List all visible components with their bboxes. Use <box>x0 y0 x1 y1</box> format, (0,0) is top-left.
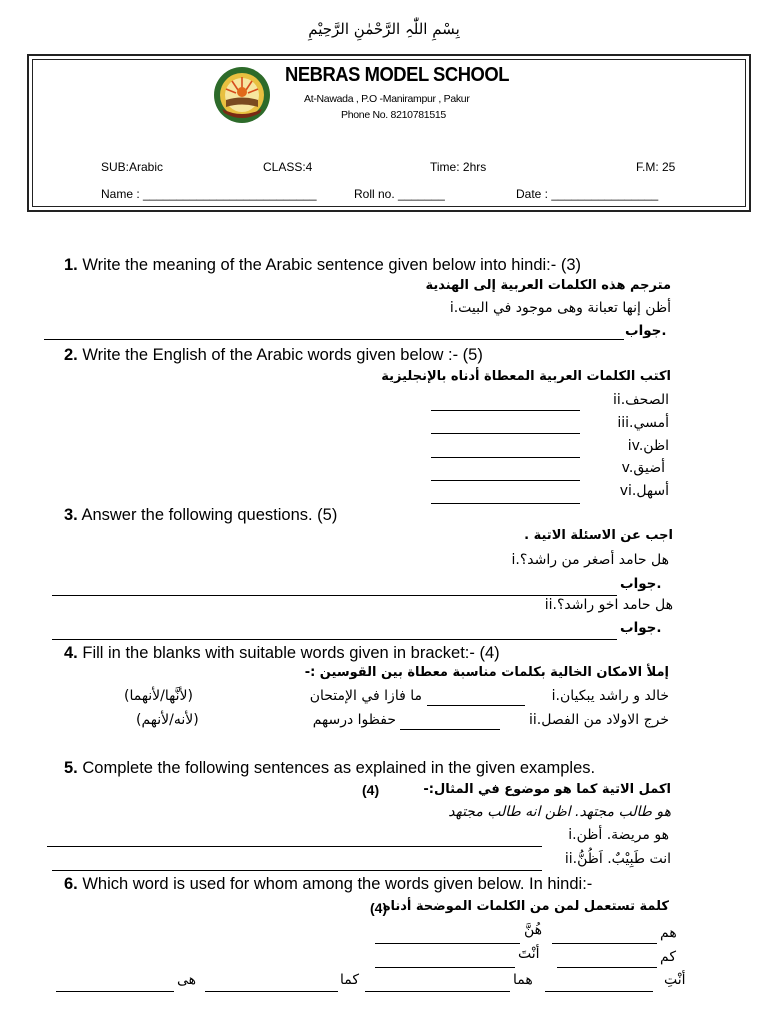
q6-word: كم <box>660 949 676 965</box>
full-marks-label: F.M: 25 <box>636 160 676 174</box>
q6-word: هما <box>513 972 533 988</box>
q6-blank[interactable] <box>205 990 338 992</box>
q1-arabic-instruction: مترجم هذه الكلمات العربية إلى الهندية <box>425 278 671 293</box>
q1-answer-label: جواب. <box>625 323 667 339</box>
question-number: 4. <box>64 644 78 662</box>
q6-word: هُنَّ <box>524 922 543 938</box>
q4-item-ii-end: حفظوا درسهم <box>312 712 396 728</box>
question-4 <box>64 644 500 663</box>
q1-answer-line[interactable] <box>44 338 624 340</box>
q6-arabic-instruction: كلمة تستعمل لمن من الكلمات الموضحة أدناه <box>382 899 669 914</box>
q4-item-i-end: ما فازا في الإمتحان <box>309 688 422 704</box>
question-1 <box>64 256 581 275</box>
q2-answer-line[interactable] <box>431 502 580 504</box>
q3-answer-line[interactable] <box>52 594 617 596</box>
q4-item-ii-start: ii.خرج الاولاد من الفصل <box>529 712 669 728</box>
q2-item: iii.أمسي <box>617 415 669 431</box>
q4-item-i-start: i.خالد و راشد يبكيان <box>551 688 669 704</box>
question-text: Write the English of the Arabic words given below :- (5) <box>82 346 483 364</box>
q5-example: هو طالب مجتهد. اظن انه طالب مجتهد <box>448 804 671 820</box>
q2-item: ii.الصحف <box>612 392 669 408</box>
subject-label: SUB:Arabic <box>101 160 164 174</box>
school-phone: Phone No. 8210781515 <box>341 109 446 121</box>
question-5 <box>64 759 595 778</box>
q3-item-i: i.هل حامد أصغر من راشد؟ <box>511 552 669 568</box>
time-label: Time: 2hrs <box>430 160 487 174</box>
q6-word: هم <box>660 925 677 941</box>
q2-answer-line[interactable] <box>431 409 580 411</box>
q5-answer-line-i[interactable] <box>47 845 542 847</box>
q6-blank[interactable] <box>365 990 510 992</box>
q6-blank[interactable] <box>375 966 515 968</box>
roll-no-field[interactable]: Roll no. _______ <box>354 187 445 201</box>
q2-arabic-instruction: اكتب الكلمات العربية المعطاة أدناه بالإنجليزية <box>381 369 671 384</box>
q5-marks: (4) <box>362 782 380 798</box>
q4-choice-ii: (لأنه/لأنهم) <box>136 712 199 728</box>
question-text: Answer the following questions. (5) <box>81 506 338 524</box>
q6-marks: (4) <box>370 900 388 916</box>
q6-word: هى <box>177 972 197 988</box>
q2-answer-line[interactable] <box>431 456 580 458</box>
question-number: 3. <box>64 506 78 524</box>
name-field[interactable]: Name : __________________________ <box>101 187 317 201</box>
question-text: Fill in the blanks with suitable words given in bracket:- (4) <box>82 644 500 662</box>
bismillah-calligraphy: بِسْمِ اللّٰہِ الرَّحْمٰنِ الرَّحِیْمِ <box>308 20 460 38</box>
q6-blank[interactable] <box>552 942 657 944</box>
date-field[interactable]: Date : ________________ <box>516 187 659 201</box>
q2-answer-line[interactable] <box>431 479 580 481</box>
q5-item-ii: ii.انت طَبِيْبٌ. اَظُنُّ <box>564 851 671 867</box>
q4-choice-i: (لأنَّها/لأنهما) <box>124 688 193 704</box>
q3-arabic-instruction: اجب عن الاسئلة الاتية . <box>524 528 673 543</box>
q5-answer-line-ii[interactable] <box>52 869 542 871</box>
q2-item: iv.اظن <box>627 438 669 454</box>
q6-blank[interactable] <box>557 966 657 968</box>
class-label: CLASS:4 <box>263 160 313 174</box>
school-name: NEBRAS MODEL SCHOOL <box>285 64 510 86</box>
q4-blank-i[interactable] <box>427 704 525 706</box>
question-text: Which word is used for whom among the words given below. In hindi:- <box>82 875 593 893</box>
q5-item-i: i.هو مريضة. أظن <box>568 827 669 843</box>
q2-item: vi.أسهل <box>619 483 669 499</box>
question-number: 2. <box>64 346 78 364</box>
question-number: 6. <box>64 875 78 893</box>
question-3 <box>64 506 337 525</box>
question-2 <box>64 346 483 365</box>
q1-item-i: i.أظن إنها تعبانة وهى موجود في البيت <box>449 300 671 316</box>
question-text: Write the meaning of the Arabic sentence given below into hindi:- (3) <box>82 256 582 274</box>
q3-item-ii: ii.هل حامد اخو راشد؟ <box>544 597 673 613</box>
q6-word: أنْتَ <box>518 946 540 962</box>
q2-item: v.أضيق <box>621 460 665 476</box>
q6-word: أنْتِ <box>664 972 686 988</box>
q4-arabic-instruction: إملأ الامكان الخالية بكلمات مناسبة معطاة بين القوسين :- <box>304 665 669 680</box>
q4-blank-ii[interactable] <box>400 728 500 730</box>
q6-blank[interactable] <box>56 990 174 992</box>
q6-blank[interactable] <box>375 942 520 944</box>
question-number: 1. <box>64 256 78 274</box>
question-6 <box>64 875 592 894</box>
school-logo <box>212 65 272 127</box>
q5-arabic-instruction: اكمل الاتية كما هو موضوع في المثال:- <box>423 782 671 797</box>
school-address: At-Nawada , P.O -Manirampur , Pakur <box>304 93 470 105</box>
question-text: Complete the following sentences as explained in the given examples. <box>82 759 596 777</box>
question-number: 5. <box>64 759 78 777</box>
q2-answer-line[interactable] <box>431 432 580 434</box>
q6-word: كما <box>340 972 360 988</box>
q6-blank[interactable] <box>545 990 653 992</box>
q3-answer-label: جواب. <box>620 576 662 592</box>
q3-answer-label: جواب. <box>620 620 662 636</box>
q3-answer-line[interactable] <box>52 638 617 640</box>
